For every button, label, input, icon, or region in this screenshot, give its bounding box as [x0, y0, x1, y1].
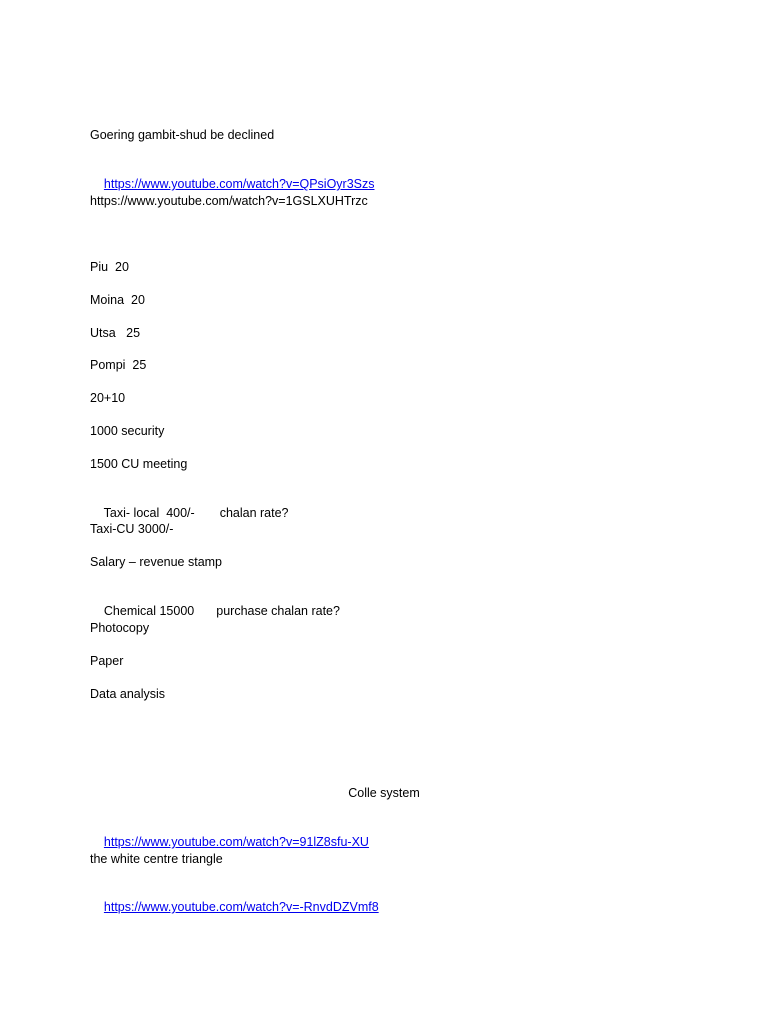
list-item-moina: Moina 20 — [90, 293, 145, 307]
list-item-taxi-cu: Taxi-CU 3000/- — [90, 522, 174, 536]
youtube-link-3[interactable]: https://www.youtube.com/watch?v=-RnvdDZVmf8 — [103, 900, 379, 914]
chemical-text: Chemical 15000 — [103, 604, 195, 618]
taxi-local-note: chalan rate? — [219, 506, 289, 520]
hyperlink-3 — [90, 883, 379, 931]
list-item-utsa: Utsa 25 — [90, 326, 141, 340]
plain-url-text: https://www.youtube.com/watch?v=1GSLXUHTrzc — [90, 194, 368, 208]
title-line: Goering gambit-shud be declined — [90, 128, 275, 142]
list-item-sum: 20+10 — [90, 391, 126, 405]
list-item-salary: Salary – revenue stamp — [90, 555, 223, 569]
list-item-cu-meeting: 1500 CU meeting — [90, 457, 188, 471]
triangle-note: the white centre triangle — [90, 852, 223, 866]
list-item-photocopy: Photocopy — [90, 621, 150, 635]
list-item-security: 1000 security — [90, 424, 165, 438]
youtube-link-1[interactable]: https://www.youtube.com/watch?v=QPsiOyr3Szs — [103, 177, 375, 191]
list-item-paper: Paper — [90, 654, 124, 668]
taxi-local-text: Taxi- local 400/- — [103, 506, 195, 520]
list-item-pompi: Pompi 25 — [90, 358, 147, 372]
youtube-link-2[interactable]: https://www.youtube.com/watch?v=91lZ8sfu-XU — [103, 835, 369, 849]
list-item-piu: Piu 20 — [90, 260, 129, 274]
chemical-note: purchase chalan rate? — [216, 604, 340, 618]
list-item-data-analysis: Data analysis — [90, 687, 166, 701]
section-heading: Colle system — [348, 786, 420, 800]
